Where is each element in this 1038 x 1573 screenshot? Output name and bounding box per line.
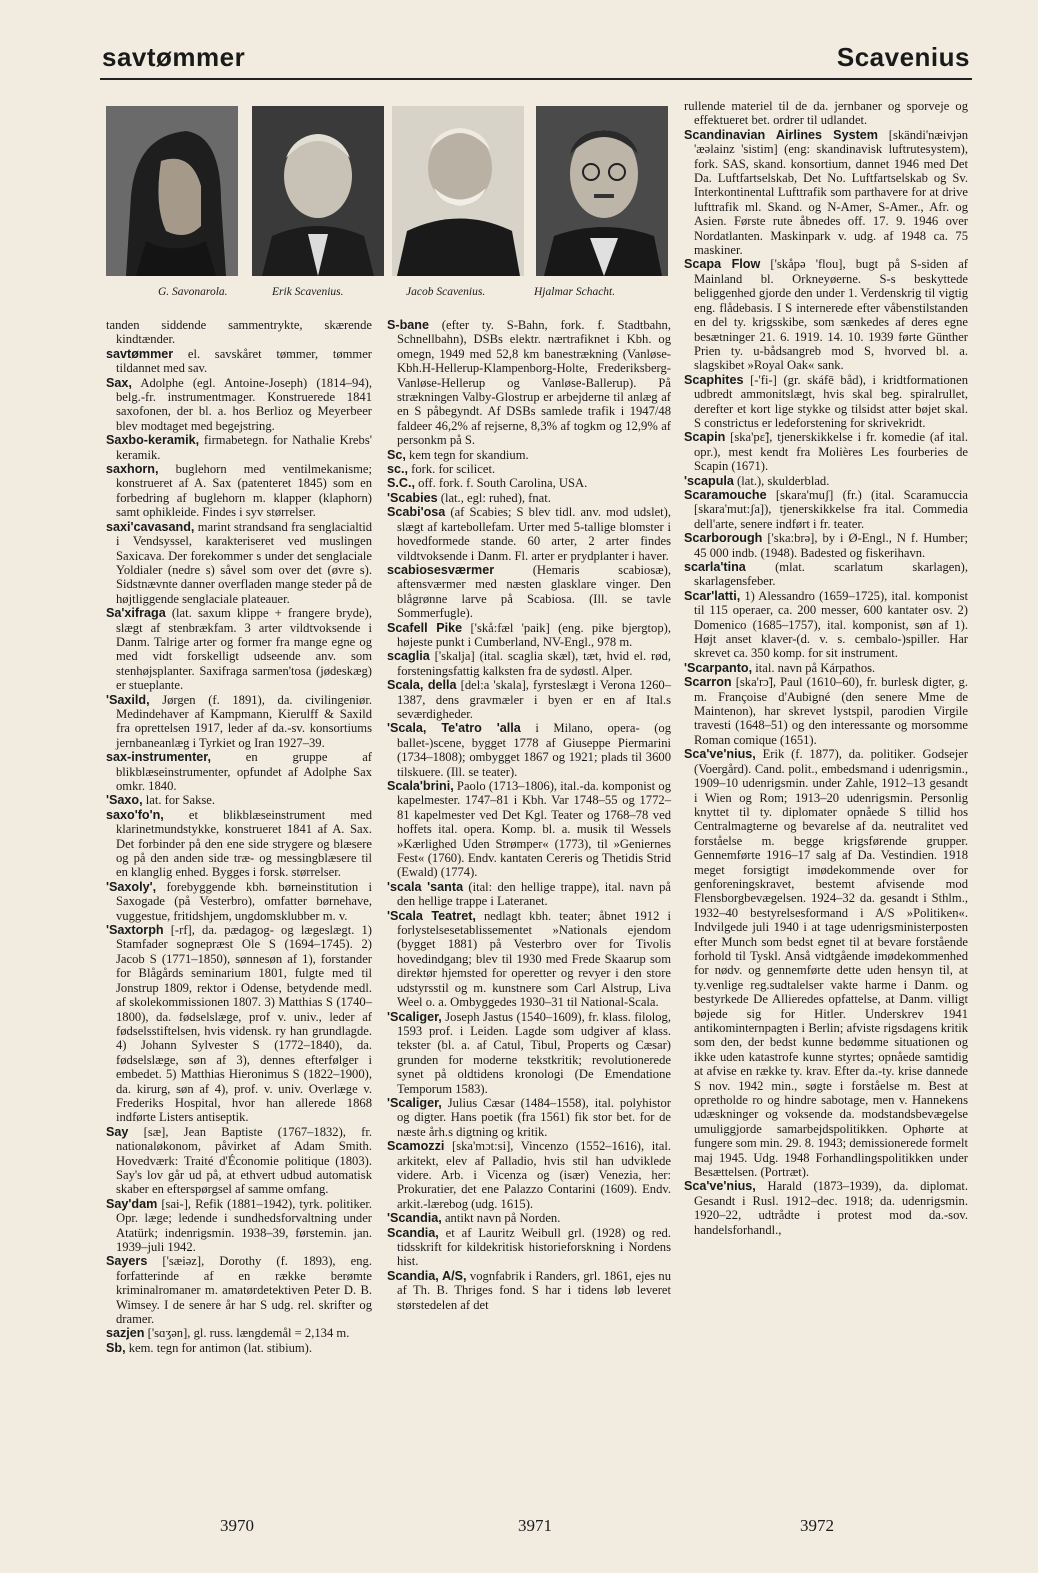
- column-1: [106, 318, 372, 1355]
- entry-headword: Sax,: [106, 375, 132, 390]
- entry-text: (lat. saxum klippe + frangere bryde), slægt af stenbrækfam. 3 arter vildtvoksende i Danm. Talrige arter og former fra mange egne og med vidt forskelligt udseende anv. som stenhøjsplanter. Saxifraga sarmen'tosa (jødeskæg) er stueplante.: [116, 606, 372, 693]
- entry: [387, 1010, 671, 1096]
- entry-headword: 'Scandia,: [387, 1211, 442, 1226]
- running-head-left: savtømmer: [102, 42, 246, 72]
- entry-text: [ska'pɛ̃], tjenerskikkelse i fr. komedie (af ital. opr.), mest kendt fra Molières Les fourberies de Scapin (1671).: [694, 430, 968, 474]
- caption-hjalmar-schacht: Hjalmar Schacht.: [534, 286, 616, 298]
- entry: [106, 693, 372, 751]
- entry-headword: Scala'brini,: [387, 779, 454, 793]
- entry-headword: Scabi'osa: [387, 505, 446, 520]
- entry-text: et af Lauritz Weibull grl. (1928) og red. tidsskrift for kildekritisk historieforskning i Nordens hist.: [397, 1225, 671, 1269]
- entry: [106, 1254, 372, 1326]
- entry-text: buglehorn med ventilmekanisme; konstrueret af A. Sax (patenteret 1845) som en forbedring af buglehorn m. klapper (klaphorn) samt ophikleide. Findes i syv størrelser.: [116, 462, 372, 520]
- page-number-right: 3972: [800, 1516, 834, 1535]
- entry: [387, 649, 671, 678]
- caption-jacob-scavenius: Jacob Scavenius.: [406, 286, 486, 298]
- entry-text: ital. navn på Kárpathos.: [752, 660, 876, 675]
- entry-headword: Say: [106, 1124, 129, 1139]
- entry-text: vognfabrik i Randers, grl. 1861, ejes nu af Th. B. Thriges fond. S har i tidens løb leveret størstedelen af det: [397, 1268, 671, 1312]
- entry-headword: 'Saxtorph: [106, 923, 164, 938]
- entry-text: Erik (f. 1877), da. politiker. Godsejer (Voergård). Cand. polit., embedsmand i udenrigsmin., 1909–10 udenrigsmin. under Zahle, 1912–13 gesandt i Wien og Rom; 1913–20 udenrigsmin. Personlig knyttet til ty. diplomater opnåede S tillid hos Centralmagterne og bevarelse af da. neutralitet ved forståelse m. begge krigsførende grupper. Gennemførte 1916–17 salg af Da. Vestindien. 1918 meget forsigtigt imødekommende over for genforeningskravet, bestemt afvisende mod Flensborgbevægelsen. 1924–32 da. gesandt i Sthlm., 1932–40 bestyrelsesformand i A/S »Politiken«. Indvilgede juli 1940 i at tage udenrigsministerposten efter Munch som bedst egnet til at bevare forstående forhold til Tyskl. Anså vidtgående imødekommenhed for nødv. og gennemførte dette uden hensyn til, at ty.venlige reg.sudtalelser vakte harme i Danm. og bestyrkede De Allieredes opfattelse, at Danm. villigt bøjede sig for Hitler. Underskrev 1941 antikominternpagten i Berlin; afviste rigsdagens kritik som den, der bedst kunne bedømme situationen og ikke uden katastrofe kunne styrtes; opnåede samtidig at afvise en række ty. krav. Efter da.-ty. krise dannede S nov. 1942 min., søgte i forståelse m. Best at opretholde ro og hindre sabotage, men v. Hannekens udæskninger og voksende da. modstandsbevægelse umuliggjorde samarbejdspolitikken. Ophørte at fungere som min. 29. 8. 1943; demissionerede formelt maj 1945. Udg. 1948 Forhandlingspolitikken under Besættelsen. (Portræt).: [694, 747, 968, 1180]
- entry: [684, 589, 968, 661]
- entry: [387, 678, 671, 721]
- entry-text: Adolphe (egl. Antoine-Joseph) (1814–94), belg.-fr. instrumentmager. Konstruerede 1841 saxofonen, der bl. a. hos Berlioz og Meyerbeer blev modtaget med begejstring.: [116, 375, 372, 433]
- entry-text: antikt navn på Norden.: [441, 1211, 561, 1226]
- header-rule: [100, 78, 972, 80]
- entry-headword: 'Scarpanto,: [684, 660, 753, 675]
- photo-erik-scavenius: [252, 106, 384, 298]
- entry: [684, 373, 968, 431]
- entry-headword: scabiosesværmer: [387, 562, 495, 577]
- entry-headword: saxi'cavasand,: [106, 519, 195, 534]
- page-number-middle: 3971: [518, 1516, 552, 1535]
- entry-text: [ska'rɔ̃], Paul (1610–60), fr. burlesk digter, g. m. Françoise d'Aubigné (den senere Mme de Maintenon), har skrevet lystspil, parodien Virgile travesti (1648–51) og den interessante og morsomme Roman comique (1651).: [694, 675, 968, 747]
- caption-erik-scavenius: Erik Scavenius.: [272, 286, 344, 298]
- entry-headword: Scaphites: [684, 372, 744, 387]
- entry: [106, 793, 372, 807]
- entry-headword: 'Scaliger,: [387, 1095, 442, 1110]
- entry-text: [-'fi-] (gr. skáfē båd), i kridtformationen udbredt ammonitslægt, hvis skal beg. spiralrullet, derefter et kort lige stykke og tilsidst atter bøjet skal. S constrictus er ledeforstening for skrivekridt.: [694, 372, 968, 430]
- entry-text: [skara'muʃ] (fr.) (ital. Scaramuccia [skara'mut:ʃa]), tjenerskikkelse fra ital. Commedia dell'arte, senere indført i fr. teater.: [694, 487, 968, 531]
- entry-headword: Scandia,: [387, 1225, 439, 1240]
- entry-headword: 'Scabies: [387, 490, 438, 505]
- entry-headword: S.C.,: [387, 476, 415, 491]
- entry: [106, 808, 372, 880]
- entry-text: [del:a 'skala], fyrsteslægt i Verona 1260–1387, dens gravmæler i byen er en af Ital.s seværdigheder.: [397, 678, 671, 721]
- entry-headword: 'Scaliger,: [387, 1009, 442, 1024]
- portrait-hjalmar-schacht-icon: [536, 106, 668, 276]
- entry-text: (lat.), skulderblad.: [733, 473, 830, 488]
- entry-headword: 'Saxild,: [106, 692, 150, 707]
- entry-headword: sc.,: [387, 462, 409, 477]
- photo-jacob-scavenius: [392, 106, 524, 298]
- page-number-left: 3970: [220, 1516, 254, 1535]
- entry-text: fork. for scilicet.: [408, 462, 496, 477]
- entry: [387, 491, 671, 505]
- entry-text: nedlagt kbh. teater; åbnet 1912 i forlystelsesetablissementet »Nationals ejendom (bygget 1881) på Vesterbro over for Tivolis hovedindgang; blev til 1930 med Frede Skaarup som direktør hjemsted for operetter og revyer i den store udstyrsstil og m. kunstnere som Carl Alstrup, Liva Weel o. a. Ombyggedes 1930–31 til National-Scala.: [397, 908, 671, 1010]
- entry-headword: scaglia: [387, 649, 430, 664]
- entry-text: [sæ], Jean Baptiste (1767–1832), fr. nationaløkonom, påvirket af Adam Smith. Hovedværk: Traité d'Économie politique (1803). Say's lov går ud på, at ethvert udbud automatisk skaber en efterspørgsel af samme omfang.: [116, 1124, 372, 1197]
- entry-text: et blikblæseinstrument med klarinetmundstykke, konstrueret 1841 af A. Sax. Det forbinder på den ene side strygere og blæsere og på den anden side træ- og messingblæsere til en klanglig enhed. Bygges i forsk. størrelser.: [116, 807, 372, 880]
- entry-text: Julius Cæsar (1484–1558), ital. polyhistor og digter. Hans poetik (fra 1561) fik stor bet. for de næste årh.s digtning og kritik.: [397, 1095, 671, 1139]
- entry-headword: saxhorn,: [106, 462, 159, 477]
- entry: [684, 531, 968, 560]
- entry-text: ['skalja] (ital. scaglia skæl), tæt, hvid el. rød, forsteningsfattig kalksten fra de sydøstl. Alper.: [397, 649, 671, 678]
- entry-headword: 'Saxoly',: [106, 879, 157, 894]
- entry-text: (ital: den hellige trappe), ital. navn på den hellige trappe i Lateranet.: [397, 879, 671, 909]
- entry-text: Joseph Jastus (1540–1609), fr. klass. filolog, 1593 prof. i Leiden. Lagde som udgiver af klass. tekster (bl. a. af Catul, Tibul, Properts og Cæsar) grunden for moderne tekstkritik; revolutionerede synet på oldtidens kronologi (De Emendatione Temporum 1583).: [397, 1009, 671, 1096]
- entry-headword: saxo'fo'n,: [106, 807, 164, 822]
- entry-headword: Scafell Pike: [387, 620, 463, 635]
- entry-headword: Scapa Flow: [684, 257, 761, 272]
- entry: [387, 909, 671, 1010]
- entry: [684, 675, 968, 747]
- entry-headword: sazjen: [106, 1326, 145, 1341]
- entry-text: off. fork. f. South Carolina, USA.: [415, 476, 588, 491]
- entry-text: en gruppe af blikblæseinstrumenter, opfundet af Adolphe Sax omkr. 1840.: [116, 750, 372, 793]
- entry-text: ['sæiəz], Dorothy (f. 1893), eng. forfatterinde af en række berømte kriminalromaner m. amatørdetektiven Peter D. B. Wimsey. I de senere år har S udg. rel. skrifter og dramer.: [116, 1254, 372, 1327]
- entry: [106, 520, 372, 606]
- entry: [684, 99, 968, 128]
- entry: [684, 128, 968, 258]
- entry: [106, 462, 372, 520]
- photo-hjalmar-schacht: [534, 106, 668, 298]
- entry: [106, 750, 372, 793]
- entry: [387, 1139, 671, 1211]
- entry: [106, 1326, 372, 1340]
- entry: [387, 476, 671, 490]
- entry-text: (mlat. scarlatum skarlagen), skarlagensfeber.: [694, 560, 968, 589]
- entry: [387, 1096, 671, 1139]
- entry: [106, 1197, 372, 1255]
- entry-text: firmabetegn. for Nathalie Krebs' keramik.: [116, 433, 372, 462]
- column-2: [387, 318, 671, 1312]
- entry-headword: 'scapula: [684, 473, 734, 488]
- entry-headword: Saxbo-keramik,: [106, 433, 200, 448]
- entry: [684, 560, 968, 589]
- entry: [387, 1269, 671, 1312]
- entry: [387, 779, 671, 880]
- entry-headword: Sca've'nius,: [684, 1179, 756, 1194]
- entry-headword: Sb,: [106, 1340, 126, 1355]
- caption-savonarola: G. Savonarola.: [158, 286, 228, 298]
- entry-headword: Say'dam: [106, 1196, 158, 1211]
- portrait-erik-scavenius-icon: [252, 106, 384, 276]
- portrait-savonarola-icon: [106, 106, 238, 276]
- entry-headword: savtømmer: [106, 346, 174, 361]
- entry-headword: Scamozzi: [387, 1139, 445, 1154]
- entry-headword: Scar'latti,: [684, 588, 741, 603]
- entry-text: kem. tegn for antimon (lat. stibium).: [125, 1340, 313, 1355]
- entry-text: 1) Alessandro (1659–1725), ital. komponist til 115 operaer, ca. 200 messer, 600 kantater osv. 2) Domenico (1685–1757), ital. komponist, søn af 1). Højt anset klaver-(d. v. s. cembalo-)spiller. Har skrevet ca. 350 komp. for sit instrument.: [694, 588, 968, 661]
- entry: [387, 462, 671, 476]
- entry: [684, 747, 968, 1179]
- entry-text: (af Scabies; S blev tidl. anv. mod udslet), slægt af kartebollefam. Urter med 5-tallige blomster i hovedformede stande. 60 arter, 2 arter findes vildtvoksende i Danm. Fl. arter er prydplanter i haver.: [397, 505, 671, 563]
- entry: [106, 923, 372, 1125]
- entry-text: ['sɑʒən], gl. russ. længdemål = 2,134 m.: [144, 1326, 350, 1341]
- running-head-right: Scavenius: [836, 42, 970, 72]
- entry-text: lat. for Sakse.: [142, 793, 216, 808]
- entry-text: Paolo (1713–1806), ital.-da. komponist og kapelmester. 1747–81 i Kbh. Var 1748–55 og 1772–81 kapelmester ved Det Kgl. Teater og 1768–78 ved hoffets ital. opera. Komp. bl. a. musik til Wessels »Kærlighed Uden Strømper« (1773), til »Geniernes Fest« (1760). Endv. kantaten Cereris og Thetidis Strid (Ewald) (1774).: [397, 779, 671, 880]
- entry-headword: Sa'xifraga: [106, 606, 166, 621]
- entry-headword: 'Scala Teatret,: [387, 908, 476, 923]
- entry-headword: Scaramouche: [684, 487, 767, 502]
- entry-headword: Scarborough: [684, 531, 763, 546]
- entry-text: (Hemaris scabiosæ), aftensværmer med næsten glasklare vinger. Den blågrønne larve på Scabiosa. (Ill. se tavle Sommerfugle).: [397, 562, 671, 621]
- entry-text: el. savskåret tømmer, tømmer tildannet med sav.: [116, 346, 372, 376]
- entry-text: ['ska:brə], by i Ø-Engl., N f. Humber; 45 000 indb. (1948). Badested og fiskerihavn.: [694, 531, 968, 560]
- entry-text: [skändi'næivjən 'æəlainz 'sistim] (eng: skandinavisk luftrutesystem), fork. SAS, skand. konsortium, dannet 1946 med Det Da. Luftfartselskab, Det No. Luftfartselskab og Sv. Interkontinental Lufttrafik som parthavere for at drive lufttrafik ml. Skand. og N-Amer, S-Amer., Afr. og Asien. Første rute åbnedes off. 17. 9. 1946 over Nordatlanten. Maskinpark v. udg. af 1948 ca. 75 maskiner.: [694, 127, 969, 258]
- entry-headword: 'Saxo,: [106, 793, 143, 808]
- entry-text: rullende materiel til de da. jernbaner og sporveje og effektueret bet. ordrer til udlandet.: [684, 99, 968, 128]
- entry-text: kem tegn for skandium.: [405, 447, 529, 462]
- entry-headword: Sayers: [106, 1254, 148, 1269]
- entry-text: [-rf], da. pædagog- og lægeslægt. 1) Stamfader sognepræst Ole S (1694–1745). 2) Jacob S (1771–1850), sønnesøn af 1), forstander for Blågårds seminarium 1801, fulgte med til Jonstrup 1809, rektor i Odense, betydende medl. af skolekommissionen 1807. 3) Matthias S (1740–1800), da. fødselslæge, prof v. univ., leder af fødselsstiftelsen, hvis vidensk. ry han grundlagde. 4) Johann Sylvester S (1772–1840), da. fødselslæge, søn af 3), dennes efterfølger i embedet. 5) Matthias Hieronimus S (1822–1900), da. kirurg, søn af 4), prof. v. univ. Overlæge v. Frederiks Hospital, hvor han allerede 1868 indførte Listers antiseptik.: [116, 923, 372, 1125]
- entry: [387, 448, 671, 462]
- entry: [106, 376, 372, 434]
- entry-headword: Scandinavian Airlines System: [684, 127, 878, 142]
- entry: [684, 257, 968, 372]
- column-3: [684, 99, 968, 1237]
- entry-headword: S-bane: [387, 318, 429, 332]
- entry-text: (efter ty. S-Bahn, fork. f. Stadtbahn, Schnellbahn), DSBs elektr. nærtrafiknet i Kbh. og omegn, 1949 med 52,8 km banestrækning (Vanløse-Kbh.H-Hellerup-Klampenborg-Holte, Frederiksberg-Vanløse-Hellerup og Vanløse-Ballerup). På strækningen Valby-Glostrup er arbejderne til anlæg af en S påbegyndt. Af DSBs samlede trafik i 1947/48 faldeer 46,2% af rejserne, 8,3% af togkm og 12,9% af personkm på S.: [397, 318, 671, 448]
- entry: [106, 318, 372, 347]
- entry: [106, 880, 372, 923]
- entry-text: [sai-], Refik (1881–1942), tyrk. politiker. Opr. læge; ledende i sundhedsforvaltning under Atatürk; indenrigsmin. 1938–39, førstemin. jan. 1939–juli 1942.: [116, 1196, 372, 1254]
- entry: [684, 430, 968, 473]
- entry: [387, 880, 671, 909]
- entry-headword: sax-instrumenter,: [106, 750, 211, 765]
- entry: [387, 721, 671, 779]
- entry: [387, 1211, 671, 1225]
- entry-headword: scarla'tina: [684, 560, 746, 574]
- entry: [106, 1125, 372, 1197]
- entry: [684, 474, 968, 488]
- entry: [106, 606, 372, 692]
- entry: [684, 661, 968, 675]
- entry-text: marint strandsand fra senglacialtid i Vendsyssel, karakteriseret ved muslingen Saxicava. Der forekommer s under det senglaciale Yoldialer (nedre s) såvel som over det (øvre s). Sidstnævnte danner overfladen mange steder på de højtliggende senglaciale plateauer.: [116, 519, 372, 606]
- entry-headword: 'scala 'santa: [387, 879, 464, 894]
- entry-text: ['skå:fæl 'paik] (eng. pike bjergtop), højeste punkt i Cumberland, NV-Engl., 978 m.: [397, 620, 671, 649]
- entry-text: Jørgen (f. 1891), da. civilingeniør. Medindehaver af Kampmann, Kierulff & Saxild fra oprettelsen 1917, leder af da.-sv. konsortiums jernbaneanlæg i Tyrkiet og Iran 1927–39.: [116, 692, 372, 750]
- entry-headword: Sc,: [387, 447, 406, 462]
- entry-headword: Scarron: [684, 675, 732, 690]
- entry: [387, 505, 671, 563]
- entry-text: (lat., egl: ruhed), fnat.: [437, 490, 551, 505]
- portrait-jacob-scavenius-icon: [392, 106, 524, 276]
- entry-text: Harald (1873–1939), da. diplomat. Gesandt i Rusl. 1912–dec. 1918; da. udenrigsmin. 1920–22, udtrådte i protest mod da.-sov. handelsforhandl.,: [694, 1179, 968, 1237]
- entry-headword: Scandia, A/S,: [387, 1268, 467, 1283]
- entry-text: tanden siddende sammentrykte, skærende kindtænder.: [106, 318, 372, 347]
- entry-headword: Sca've'nius,: [684, 747, 756, 762]
- entry: [387, 318, 671, 448]
- entry: [387, 1226, 671, 1269]
- entry: [387, 563, 671, 621]
- entry-text: i Milano, opera- (og ballet-)scene, bygget 1778 af Giuseppe Piermarini (1734–1808); ombygget 1867 og 1921; plads til 3600 tilskuere. (Ill. se teater).: [397, 721, 671, 779]
- entry-text: ['skåpə 'flou], bugt på S-siden af Mainland bl. Orkneyøerne. S-s beskyttede beliggenhed gjorde den under 1. Verdenskrig til vigtig eng. flådebasis. I S internerede efter våbenstilstanden en del ty. krigsskibe, som sænkedes af deres egne besætninger 21. 6. 1919. 14. 10. 1939 førte Günther Prien ty. u-bådsangreb mod S, hvorved bl. a. slagskibet »Royal Oak« sank.: [694, 257, 968, 373]
- entry: [684, 1179, 968, 1237]
- entry: [106, 1341, 372, 1355]
- entry-headword: Scala, della: [387, 678, 457, 693]
- photo-savonarola: [106, 106, 238, 298]
- entry-headword: Scapin: [684, 430, 726, 445]
- entry: [387, 621, 671, 650]
- portrait-strip: [106, 106, 670, 306]
- entry: [106, 433, 372, 462]
- entry: [106, 347, 372, 376]
- entry: [684, 488, 968, 531]
- entry-text: forebyggende kbh. børneinstitution i Saxogade (på Vesterbro), omfatter børnehave, vuggestue, fritidshjem, ungdomsklubber m. v.: [116, 879, 372, 923]
- entry-headword: 'Scala, Te'atro 'alla: [387, 721, 521, 736]
- entry-text: [ska'mɔt:si], Vincenzo (1552–1616), ital. arkitekt, elev af Palladio, hvis stil han udviklede videre. Arb. i Vicenza og (især) Venezia, her: Prokuratier, det ene Palazzo Contarini (1609). Endv. arkit.-lærebog (udg. 1615).: [397, 1139, 671, 1211]
